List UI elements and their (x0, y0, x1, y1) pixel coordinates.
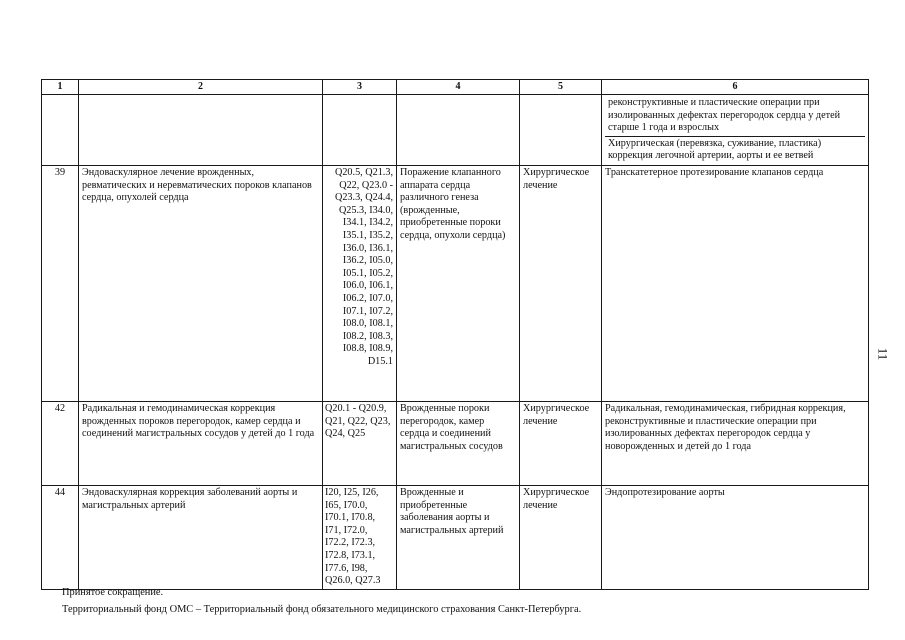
footnote-abbreviation-definition: Территориальный фонд ОМС – Территориальный фонд обязательного медицинского страхования Санкт-Петербурга. (62, 604, 582, 615)
cont-cell-4 (397, 95, 520, 166)
cont-cell-2 (79, 95, 323, 166)
row-treatment-type: Хирургическое лечение (520, 401, 602, 485)
side-page-number: 11 (875, 347, 891, 361)
row-method: Радикальная, гемодинамическая, гибридная коррекция, реконструктивные и пластические операции при изолированных дефектах перегородок сердца у новорожденных и детей до 1 года (602, 401, 869, 485)
row-name: Эндоваскулярная коррекция заболеваний аорты и магистральных артерий (79, 485, 323, 589)
col-header-1: 1 (42, 80, 79, 95)
col-header-3: 3 (323, 80, 397, 95)
table-row (42, 401, 869, 485)
table-row (42, 485, 869, 589)
row-number: 44 (42, 485, 79, 589)
row-treatment-type: Хирургическое лечение (520, 485, 602, 589)
row-codes: I20, I25, I26, I65, I70.0, I70.1, I70.8, I71, I72.0, I72.2, I72.3, I72.8, I73.1, I77.6, I98, Q26.0, Q27.3 (323, 485, 397, 589)
footnote-abbreviation-heading: Принятое сокращение. (62, 587, 164, 598)
cont-method-bottom: Хирургическая (перевязка, суживание, пластика) коррекция легочной артерии, аорты и ее ветвей (608, 137, 822, 162)
cont-method-top: реконструктивные и пластические операции при изолированных дефектах перегородок сердца у детей старше 1 года и взрослых (605, 96, 865, 137)
cont-cell-1 (42, 95, 79, 166)
row-number: 42 (42, 401, 79, 485)
row-name: Эндоваскулярное лечение врожденных, ревматических и неревматических пороков клапанов сердца, опухолей сердца (79, 165, 323, 401)
col-header-6: 6 (602, 80, 869, 95)
row-condition: Поражение клапанного аппарата сердца различного генеза (врожденные, приобретенные пороки сердца, опухоли сердца) (397, 165, 520, 401)
row-codes: Q20.1 - Q20.9, Q21, Q22, Q23, Q24, Q25 (323, 401, 397, 485)
row-method: Эндопротезирование аорты (602, 485, 869, 589)
row-method: Транскатетерное протезирование клапанов сердца (602, 165, 869, 401)
row-treatment-type: Хирургическое лечение (520, 165, 602, 401)
header-row (42, 80, 869, 95)
cont-cell-5 (520, 95, 602, 166)
col-header-5: 5 (520, 80, 602, 95)
row-number: 39 (42, 165, 79, 401)
row-condition: Врожденные и приобретенные заболевания аорты и магистральных артерий (397, 485, 520, 589)
cont-cell-6 (602, 95, 869, 166)
continuation-row (42, 95, 869, 166)
row-codes: Q20.5, Q21.3, Q22, Q23.0 - Q23.3, Q24.4, Q25.3, I34.0, I34.1, I34.2, I35.1, I35.2, I36.0, I36.1, I36.2, I05.0, I05.1, I05.2, I06.0, I06.1, I06.2, I07.0, I07.1, I07.2, I08.0, I08.1, I08.2, I08.3, I08.8, I08.9, D15.1 (323, 165, 397, 401)
col-header-4: 4 (397, 80, 520, 95)
cont-cell-3 (323, 95, 397, 166)
col-header-2: 2 (79, 80, 323, 95)
row-condition: Врожденные пороки перегородок, камер сердца и соединений магистральных сосудов (397, 401, 520, 485)
services-table (41, 79, 869, 590)
table-row (42, 165, 869, 401)
row-name: Радикальная и гемодинамическая коррекция врожденных пороков перегородок, камер сердца и соединений магистральных сосудов у детей до 1 года (79, 401, 323, 485)
